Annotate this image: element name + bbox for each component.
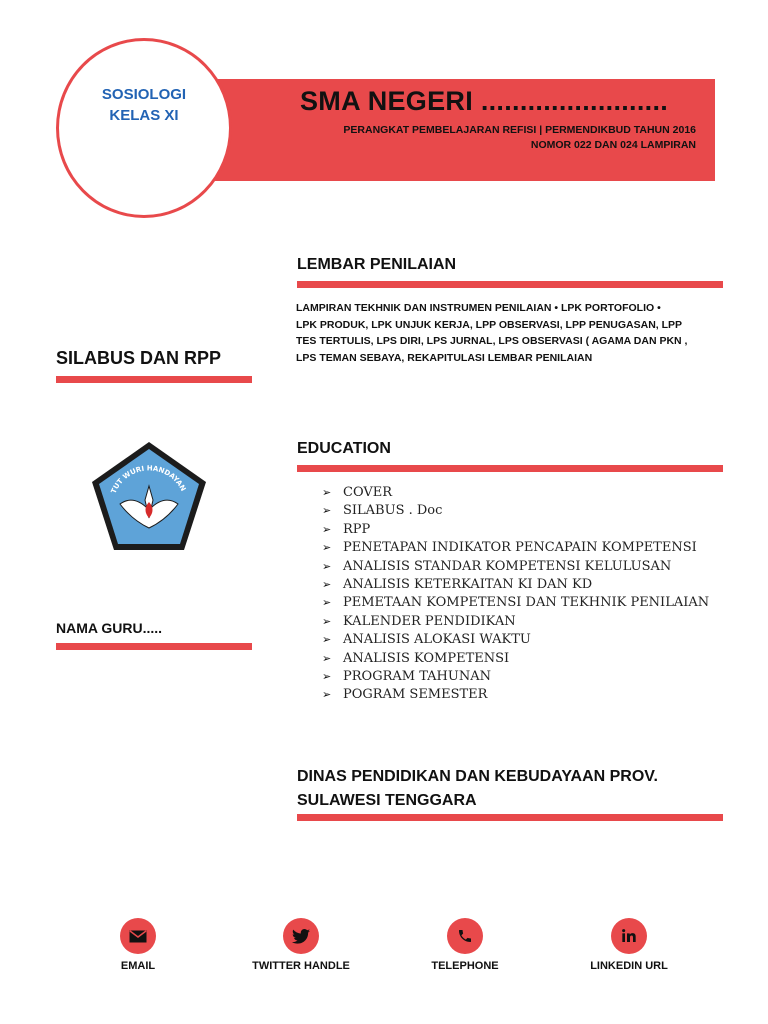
assessment-line: LPS TEMAN SEBAYA, REKAPITULASI LEMBAR PENILAIAN <box>296 351 593 364</box>
list-item: ➢ PENETAPAN INDIKATOR PENCAPAIN KOMPETENSI <box>322 539 709 557</box>
subject-label: SOSIOLOGI <box>101 86 187 103</box>
arrow-bullet-icon: ➢ <box>322 486 332 499</box>
list-item: ➢ SILABUS . Doc <box>322 502 709 520</box>
assessment-line: LPK PRODUK, LPK UNJUK KERJA, LPP OBSERVASI, LPP PENUGASAN, LPP <box>296 318 683 331</box>
linkedin-label: LINKEDIN URL <box>590 960 668 972</box>
svg-text:TUT WURI HANDAYANI: TUT WURI HANDAYAN <box>109 464 188 495</box>
teacher-rule <box>56 643 252 650</box>
list-item: ➢ PEMETAAN KOMPETENSI DAN TEKHNIK PENILAIAN <box>322 594 709 612</box>
arrow-bullet-icon: ➢ <box>322 651 332 665</box>
arrow-bullet-icon: ➢ <box>322 688 332 702</box>
arrow-bullet-icon: ➢ <box>322 614 332 628</box>
header-subtitle-line2: NOMOR 022 DAN 024 LAMPIRAN <box>530 139 696 151</box>
office-line1: DINAS PENDIDIKAN DAN KEBUDAYAAN PROV. <box>297 768 658 785</box>
education-list <box>322 484 709 705</box>
assessment-line: TES TERTULIS, LPS DIRI, LPS JURNAL, LPS OBSERVASI ( AGAMA DAN PKN , <box>296 335 688 347</box>
arrow-bullet-icon: ➢ <box>322 670 332 684</box>
twitter-bird-icon[interactable] <box>283 918 319 954</box>
list-item: ➢ ANALISIS KOMPETENSI <box>322 650 709 668</box>
assessment-heading: LEMBAR PENILAIAN <box>297 256 457 273</box>
arrow-bullet-icon: ➢ <box>322 559 332 573</box>
arrow-bullet-icon: ➢ <box>322 504 332 518</box>
assessment-line: LAMPIRAN TEKHNIK DAN INSTRUMEN PENILAIAN • LPK PORTOFOLIO • <box>296 302 661 314</box>
teacher-name: NAMA GURU..... <box>56 620 163 636</box>
education-rule <box>297 465 723 472</box>
arrow-bullet-icon: ➢ <box>322 596 332 610</box>
education-heading: EDUCATION <box>297 440 391 457</box>
assessment-description <box>296 300 726 366</box>
linkedin-icon[interactable] <box>611 918 647 954</box>
arrow-bullet-icon: ➢ <box>322 633 332 647</box>
list-item: ➢ ANALISIS KETERKAITAN KI DAN KD <box>322 576 709 594</box>
arrow-bullet-icon: ➢ <box>322 522 332 536</box>
envelope-icon[interactable] <box>120 918 156 954</box>
class-label: KELAS XI <box>109 107 179 124</box>
list-item: ➢ POGRAM SEMESTER <box>322 686 709 704</box>
twitter-label: TWITTER HANDLE <box>252 960 350 972</box>
telephone-label: TELEPHONE <box>431 960 499 972</box>
list-item: ➢ KALENDER PENDIDIKAN <box>322 613 709 631</box>
header-subtitle-line1: PERANGKAT PEMBELAJARAN REFISI | PERMENDIKBUD TAHUN 2016 <box>343 124 696 136</box>
sidebar-heading: SILABUS DAN RPP <box>56 348 222 368</box>
subject-badge-text <box>56 84 232 126</box>
office-heading <box>297 765 658 813</box>
list-item: ➢ COVER <box>322 484 709 502</box>
email-label: EMAIL <box>120 960 156 972</box>
list-item: ➢ RPP <box>322 521 709 539</box>
list-item: ➢ ANALISIS STANDAR KOMPETENSI KELULUSAN <box>322 558 709 576</box>
subject-badge-circle <box>56 38 232 218</box>
assessment-rule <box>297 281 723 288</box>
tut-wuri-handayani-logo <box>90 440 208 552</box>
list-item: ➢ PROGRAM TAHUNAN <box>322 668 709 686</box>
phone-icon[interactable] <box>447 918 483 954</box>
arrow-bullet-icon: ➢ <box>322 541 332 555</box>
office-line2: SULAWESI TENGGARA <box>297 792 477 809</box>
list-item: ➢ ANALISIS ALOKASI WAKTU <box>322 631 709 649</box>
school-title: SMA NEGERI ........................ <box>300 86 669 116</box>
office-rule <box>297 814 723 821</box>
sidebar-heading-rule <box>56 376 252 383</box>
arrow-bullet-icon: ➢ <box>322 578 332 592</box>
